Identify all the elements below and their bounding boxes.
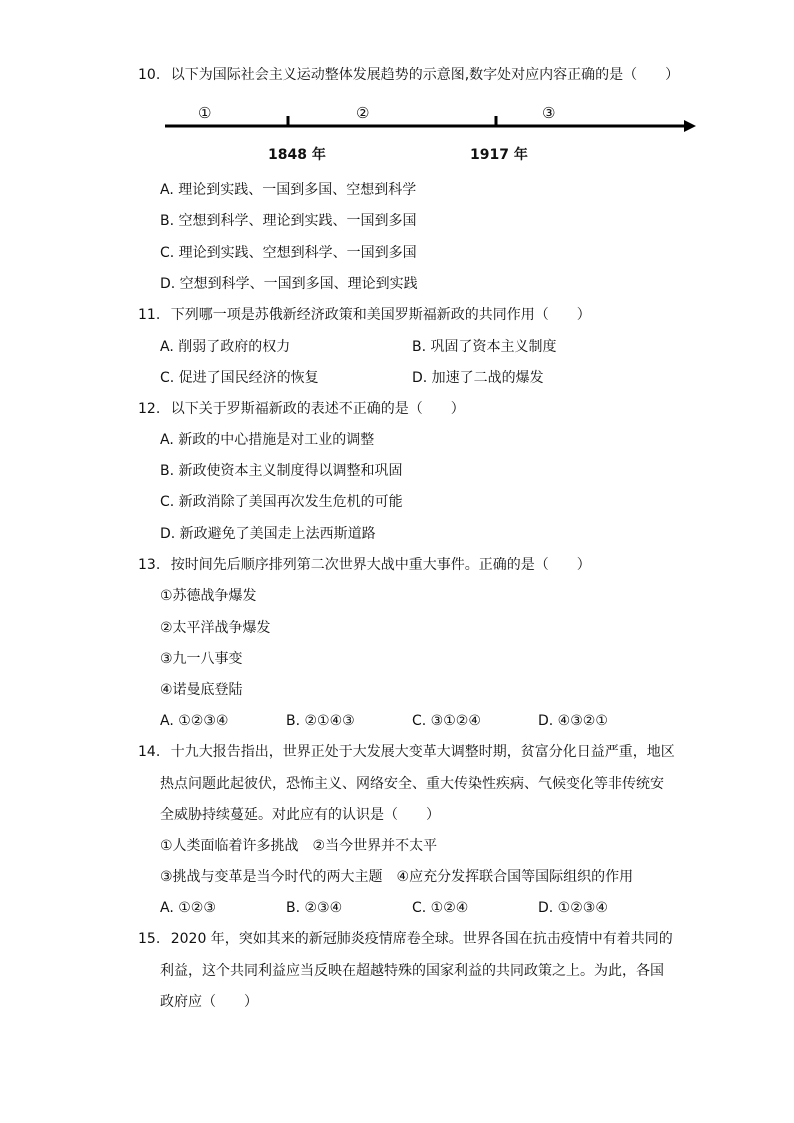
q11-option-d: D. 加速了二战的爆发 xyxy=(412,370,544,386)
question-12-text: 以下关于罗斯福新政的表述不正确的是（ ） xyxy=(170,401,465,417)
question-14-stem-line-1 xyxy=(138,743,675,761)
question-13-stem xyxy=(138,556,591,574)
q13-option-d: D. ④③②① xyxy=(538,713,608,729)
question-10-number: 10. xyxy=(138,67,161,83)
question-14-stem-line-3: 全威胁持续蔓延。对此应有的认识是（ ） xyxy=(160,807,440,823)
question-10-stem xyxy=(138,66,679,84)
question-15-stem-line-1 xyxy=(138,930,673,948)
q11-option-b: B. 巩固了资本主义制度 xyxy=(412,339,557,355)
question-12-stem xyxy=(138,400,465,418)
q13-option-c: C. ③①②④ xyxy=(412,713,481,729)
q13-item-4: ④诺曼底登陆 xyxy=(160,682,243,698)
q11-option-c: C. 促进了国民经济的恢复 xyxy=(160,370,319,386)
q13-option-a: A. ①②③④ xyxy=(160,713,229,729)
q13-option-b: B. ②①④③ xyxy=(286,713,355,729)
q10-option-b: B. 空想到科学、理论到实践、一国到多国 xyxy=(160,213,417,229)
q14-items-line-2: ③挑战与变革是当今时代的两大主题 ④应充分发挥联合国等国际组织的作用 xyxy=(160,869,634,885)
question-14-number: 14. xyxy=(138,744,161,760)
q14-option-a: A. ①②③ xyxy=(160,900,216,916)
question-15-stem-line-3: 政府应（ ） xyxy=(160,994,258,1010)
question-15-stem-line-2: 利益，这个共同利益应当反映在超越特殊的国家利益的共同政策之上。为此，各国 xyxy=(160,963,664,979)
question-13-number: 13. xyxy=(138,557,161,573)
question-11-text: 下列哪一项是苏俄新经济政策和美国罗斯福新政的共同作用（ ） xyxy=(170,307,591,323)
question-13-text: 按时间先后顺序排列第二次世界大战中重大事件。正确的是（ ） xyxy=(170,557,591,573)
timeline-label-2: ② xyxy=(356,104,370,122)
question-15-text-1: 2020 年，突如其来的新冠肺炎疫情席卷全球。世界各国在抗击疫情中有着共同的 xyxy=(170,931,673,947)
question-12-number: 12. xyxy=(138,401,161,417)
question-14-text-1: 十九大报告指出，世界正处于大发展大变革大调整时期，贫富分化日益严重，地区 xyxy=(170,744,675,760)
q12-option-a: A. 新政的中心措施是对工业的调整 xyxy=(160,432,375,448)
timeline-year-1848: 1848 年 xyxy=(268,147,326,163)
q12-option-c: C. 新政消除了美国再次发生危机的可能 xyxy=(160,494,403,510)
question-14-stem-line-2: 热点问题此起彼伏，恐怖主义、网络安全、重大传染性疾病、气候变化等非传统安 xyxy=(160,776,664,792)
timeline-year-1917: 1917 年 xyxy=(470,147,528,163)
q13-item-3: ③九一八事变 xyxy=(160,651,243,667)
question-15-number: 15. xyxy=(138,931,161,947)
q11-option-a: A. 削弱了政府的权力 xyxy=(160,339,291,355)
q12-option-b: B. 新政使资本主义制度得以调整和巩固 xyxy=(160,463,403,479)
q14-option-c: C. ①②④ xyxy=(412,900,469,916)
timeline-label-1: ① xyxy=(198,104,212,122)
timeline-diagram xyxy=(160,100,700,170)
timeline-label-3: ③ xyxy=(542,104,556,122)
question-11-number: 11. xyxy=(138,307,161,323)
q10-option-d: D. 空想到科学、一国到多国、理论到实践 xyxy=(160,276,418,292)
q14-items-line-1: ①人类面临着许多挑战 ②当今世界并不太平 xyxy=(160,838,438,854)
q12-option-d: D. 新政避免了美国走上法西斯道路 xyxy=(160,526,376,542)
q14-option-d: D. ①②③④ xyxy=(538,900,608,916)
question-11-stem xyxy=(138,306,591,324)
q13-item-2: ②太平洋战争爆发 xyxy=(160,620,271,636)
q14-option-b: B. ②③④ xyxy=(286,900,343,916)
q10-option-a: A. 理论到实践、一国到多国、空想到科学 xyxy=(160,182,417,198)
q10-option-c: C. 理论到实践、空想到科学、一国到多国 xyxy=(160,245,417,261)
q13-item-1: ①苏德战争爆发 xyxy=(160,588,257,604)
question-10-text: 以下为国际社会主义运动整体发展趋势的示意图,数字处对应内容正确的是（ ） xyxy=(170,67,680,83)
timeline-arrow xyxy=(160,110,700,150)
